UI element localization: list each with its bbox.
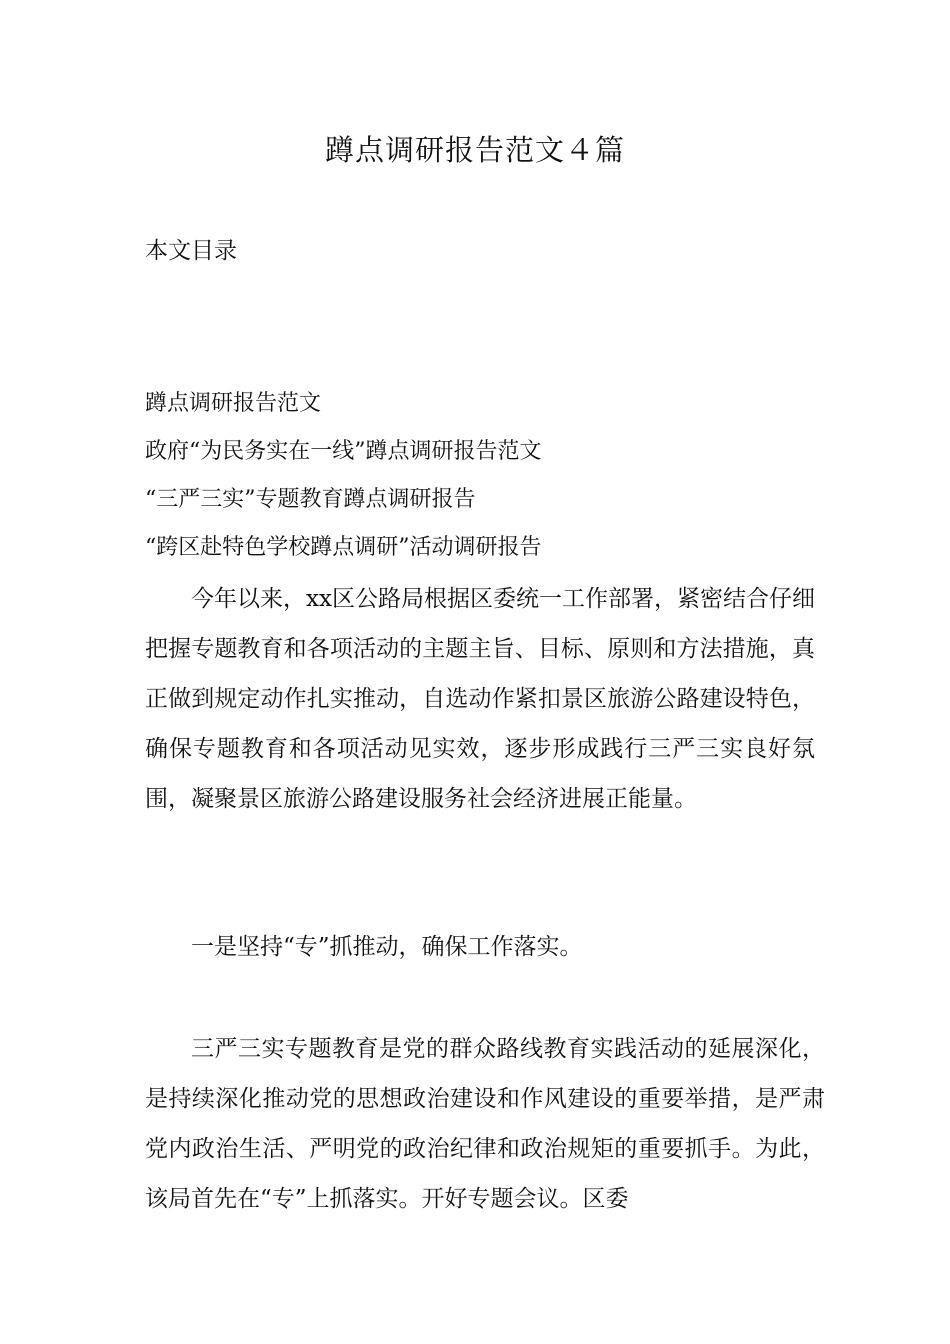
document-title: 蹲点调研报告范文４篇 [324, 133, 625, 167]
body-paragraph: 三严三实专题教育是党的群众路线教育实践活动的延展深化，是持续深化推动党的思想政治建设和作风建设的重要举措，是严肃党内政治生活、严明党的政治纪律和政治规矩的重要抓手。为此，该局首先在“专”上抓落实。开好专题会议。区委 [145, 1036, 825, 1212]
table-of-contents [145, 380, 542, 572]
section-heading-paragraph: 一是坚持“专”抓推动，确保工作落实。 [191, 934, 583, 960]
toc-item[interactable]: 政府“为民务实在一线”蹲点调研报告范文 [145, 439, 542, 464]
toc-item[interactable]: 蹲点调研报告范文 [145, 391, 322, 416]
toc-heading: 本文目录 [145, 238, 237, 264]
toc-item[interactable]: “三严三实”专题教育蹲点调研报告 [145, 487, 476, 512]
toc-item[interactable]: “跨区赴特色学校蹲点调研”活动调研报告 [145, 535, 542, 560]
body-paragraph: 今年以来，xx区公路局根据区委统一工作部署，紧密结合仔细把握专题教育和各项活动的主题主旨、目标、原则和方法措施，真正做到规定动作扎实推动，自选动作紧扣景区旅游公路建设特色，确保专题教育和各项活动见实效，逐步形成践行三严三实良好氛围，凝聚景区旅游公路建设服务社会经济进展正能量。 [145, 586, 815, 812]
